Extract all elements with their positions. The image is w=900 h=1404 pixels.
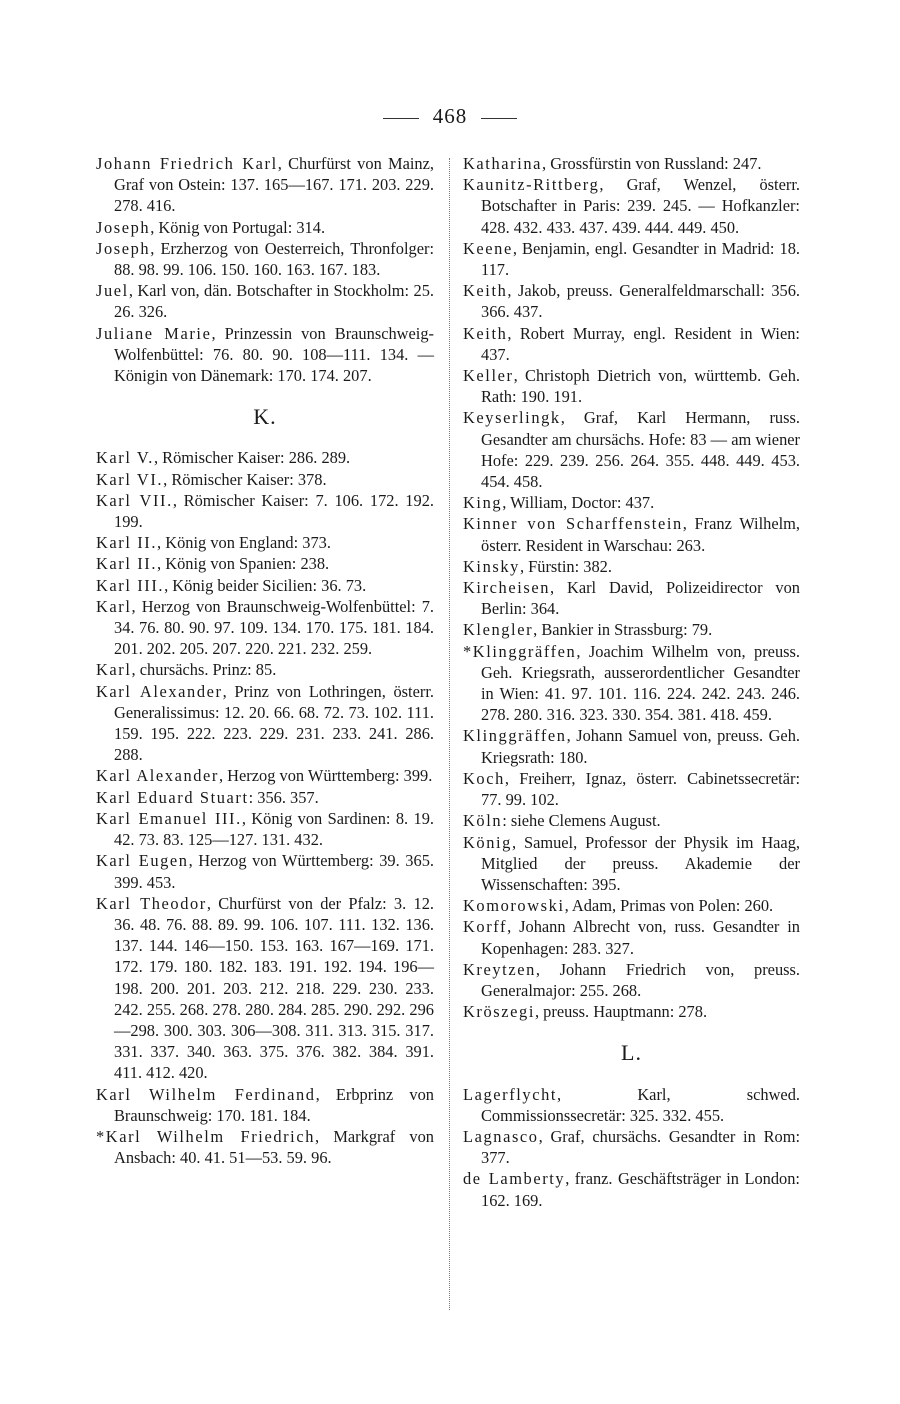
entry-text: , Prinz von Lothringen, österr. Generalissimus: 12. 20. 66. 68. 72. 73. 102. 111. 159. 195. 222. 223. 229. 231. 233. 241. 286. 288.	[114, 681, 434, 765]
entry-name: King	[463, 493, 503, 513]
right-index-column	[463, 153, 800, 1211]
entry-text: , Johann Albrecht von, russ. Gesandter in Kopenhagen: 283. 327.	[481, 917, 800, 958]
index-entry	[463, 641, 800, 726]
index-entry	[463, 407, 800, 492]
index-entry	[463, 959, 800, 1001]
entry-name: Kaunitz-Rittberg	[463, 175, 600, 195]
entry-name: *Klinggräffen	[463, 641, 577, 661]
entry-text: , Römischer Kaiser: 378.	[163, 469, 327, 489]
index-entry	[463, 1126, 800, 1168]
page-number: 468	[432, 104, 468, 128]
entry-text: , König von England: 373.	[157, 533, 331, 553]
entry-text: , Karl, schwed. Commissionssecretär: 325. 332. 455.	[481, 1084, 800, 1125]
index-entry	[463, 895, 800, 916]
entry-name: Keyserlingk	[463, 408, 561, 428]
entry-text: , Bankier in Strassburg: 79.	[533, 620, 713, 640]
entry-text: , Benjamin, engl. Gesandter in Madrid: 18. 117.	[481, 238, 800, 280]
entry-text: , König von Portugal: 314.	[150, 217, 326, 237]
entry-text: , Karl David, Polizeidirector von Berlin: 364.	[481, 578, 800, 619]
index-entry	[96, 238, 434, 280]
entry-name: Karl Alexander	[96, 681, 223, 701]
index-entry	[96, 323, 434, 387]
entry-name: Köln	[463, 811, 503, 831]
index-entry	[96, 217, 434, 238]
index-entry	[96, 808, 434, 850]
entry-name: Komorowski	[463, 896, 565, 916]
entry-text: , William, Doctor: 437.	[502, 493, 655, 513]
entry-name: Karl II.	[96, 533, 158, 553]
entry-text: : siehe Clemens August.	[502, 811, 661, 831]
index-entry	[96, 1084, 434, 1126]
index-entry	[96, 553, 434, 574]
index-entry	[463, 1084, 800, 1126]
entry-name: Karl V.	[96, 448, 154, 468]
entry-text: , König von Sardinen: 8. 19. 42. 73. 83. 125—127. 131. 432.	[114, 808, 435, 850]
entry-text: , Churfürst von Mainz, Graf von Ostein: 137. 165—167. 171. 203. 229. 278. 416.	[114, 154, 434, 216]
entry-text: , Herzog von Württemberg: 399.	[218, 766, 433, 786]
index-entry	[463, 768, 800, 810]
entry-name: Kircheisen	[463, 578, 550, 598]
entry-name: Joseph	[96, 217, 151, 237]
entry-text: , Johann Samuel von, preuss. Geh. Kriegsrath: 180.	[481, 726, 800, 767]
entry-name: Juel	[96, 281, 129, 301]
entry-name: Keith	[463, 281, 508, 301]
index-entry	[96, 447, 434, 468]
entry-name: *Karl Wilhelm Friedrich	[96, 1126, 316, 1146]
entry-name: Juliane Marie	[96, 323, 212, 343]
entry-text: , Markgraf von Ansbach: 40. 41. 51—53. 59. 96.	[114, 1126, 434, 1168]
entry-name: Koch	[463, 768, 505, 788]
entry-name: Karl	[96, 596, 132, 616]
entry-text: , franz. Geschäftsträger in London: 162. 169.	[481, 1169, 800, 1210]
section-letter: K.	[253, 404, 277, 430]
index-entry	[463, 916, 800, 958]
index-entry	[463, 174, 800, 238]
entry-text: , Erbprinz von Braunschweig: 170. 181. 184.	[114, 1084, 434, 1125]
entry-name: Keller	[463, 366, 514, 386]
index-entry	[463, 619, 800, 640]
entry-text: , Graf, Karl Hermann, russ. Gesandter am chursächs. Hofe: 83 — am wiener Hofe: 229. 239. 256. 264. 355. 448. 449. 453. 454. 458.	[481, 408, 800, 492]
entry-text: , König beider Sicilien: 36. 73.	[164, 575, 367, 595]
entry-text: , preuss. Hauptmann: 278.	[534, 1002, 708, 1022]
column-divider	[449, 158, 450, 1310]
entry-text: , Joachim Wilhelm von, preuss. Geh. Kriegsrath, ausserordentlicher Gesandter in Wien: 41. 97. 101. 116. 224. 242. 243. 246. 278. 280. 316. 323. 330. 354. 381. 418. 459.	[481, 641, 800, 725]
entry-name: de Lamberty	[463, 1169, 566, 1189]
entry-name: Karl Wilhelm Ferdinand	[96, 1084, 316, 1104]
entry-text: , Adam, Primas von Polen: 260.	[564, 896, 774, 916]
index-entry	[96, 659, 434, 680]
section-letter: L.	[621, 1040, 642, 1066]
entry-name: Karl	[96, 660, 132, 680]
entry-name: Kreytzen	[463, 959, 536, 979]
left-index-column	[96, 153, 434, 1168]
entry-name: Keene	[463, 238, 513, 258]
entry-name: Karl VI.	[96, 469, 164, 489]
entry-text: , Jakob, preuss. Generalfeldmarschall: 356. 366. 437.	[481, 281, 800, 322]
entry-text: , chursächs. Prinz: 85.	[131, 660, 277, 680]
index-entry	[96, 681, 434, 766]
index-entry	[463, 280, 800, 322]
index-entry	[463, 513, 800, 555]
index-entry	[96, 280, 434, 322]
entry-text: , Freiherr, Ignaz, österr. Cabinetssecretär: 77. 99. 102.	[481, 768, 800, 810]
index-entry	[96, 575, 434, 596]
entry-name: König	[463, 832, 512, 852]
entry-name: Kinner von Scharffenstein	[463, 514, 683, 534]
entry-name: Karl Emanuel III.	[96, 808, 242, 828]
entry-name: Lagnasco	[463, 1126, 539, 1146]
entry-text: , Churfürst von der Pfalz: 3. 12. 36. 48. 76. 88. 89. 99. 106. 107. 111. 132. 136. 137. 144. 146—150. 153. 163. 167—169. 171. 172. 179. 180. 182. 183. 191. 192. 194. 196—198. 200. 201. 203. 212. 218. 229. 230. 233. 242. 255. 268. 278. 280. 284. 285. 290. 292. 296—298. 300. 303. 306—308. 311. 313. 315. 317. 331. 337. 340. 363. 375. 376. 382. 384. 391. 411. 412. 420.	[114, 893, 434, 1083]
index-entry	[463, 1168, 800, 1210]
index-entry	[463, 365, 800, 407]
entry-text: : 356. 357.	[248, 787, 319, 807]
entry-text: , Herzog von Württemberg: 39. 365. 399. 453.	[114, 851, 434, 892]
index-entry	[96, 153, 434, 217]
index-entry	[463, 153, 800, 174]
entry-text: , Johann Friedrich von, preuss. Generalmajor: 255. 268.	[481, 959, 800, 1000]
entry-name: Kröszegi	[463, 1002, 535, 1022]
index-entry	[463, 1001, 800, 1022]
index-entry	[96, 1126, 434, 1168]
entry-name: Joseph	[96, 238, 151, 258]
entry-text: , Graf, Wenzel, österr. Botschafter in Paris: 239. 245. — Hofkanzler: 428. 432. 433. 437. 439. 444. 449. 450.	[481, 175, 800, 237]
index-entry	[463, 810, 800, 831]
header-rule-left	[383, 118, 419, 119]
entry-text: , Graf, chursächs. Gesandter in Rom: 377.	[481, 1126, 800, 1168]
index-entry	[96, 490, 434, 532]
index-entry	[96, 765, 434, 786]
index-entry	[463, 238, 800, 280]
entry-text: , Herzog von Braunschweig-Wolfenbüttel: 7. 34. 76. 80. 90. 97. 109. 134. 170. 175. 181. 184. 201. 202. 205. 207. 220. 221. 232. 259.	[114, 596, 434, 659]
entry-name: Karl Eugen	[96, 851, 189, 871]
entry-name: Klinggräffen	[463, 726, 567, 746]
entry-text: , Robert Murray, engl. Resident in Wien: 437.	[481, 323, 800, 364]
entry-text: , Karl von, dän. Botschafter in Stockholm: 25. 26. 326.	[114, 281, 434, 322]
index-entry	[463, 492, 800, 513]
index-entry	[463, 832, 800, 896]
index-entry	[96, 532, 434, 553]
entry-text: , Römischer Kaiser: 7. 106. 172. 192. 199.	[114, 490, 434, 532]
header-rule-right	[481, 118, 517, 119]
index-entry	[463, 556, 800, 577]
entry-name: Kinsky	[463, 556, 520, 576]
entry-name: Karl Eduard Stuart	[96, 787, 249, 807]
entry-text: , König von Spanien: 238.	[157, 554, 330, 574]
index-entry	[463, 577, 800, 619]
entry-text: , Samuel, Professor der Physik im Haag, Mitglied der preuss. Akademie der Wissenschaften: 395.	[481, 832, 800, 894]
entry-name: Klengler	[463, 620, 534, 640]
entry-name: Lagerflycht	[463, 1084, 558, 1104]
entry-text: , Römischer Kaiser: 286. 289.	[153, 448, 351, 468]
page-header	[0, 104, 900, 129]
entry-text: , Christoph Dietrich von, württemb. Geh. Rath: 190. 191.	[481, 366, 800, 407]
entry-name: Karl Alexander	[96, 766, 219, 786]
index-entry	[96, 893, 434, 1084]
entry-text: , Franz Wilhelm, österr. Resident in Warschau: 263.	[481, 514, 800, 555]
entry-text: , Grossfürstin von Russland: 247.	[542, 154, 762, 173]
entry-text: , Erzherzog von Oesterreich, Thronfolger: 88. 98. 99. 106. 150. 160. 163. 167. 183.	[114, 238, 434, 280]
entry-name: Karl VII.	[96, 490, 173, 510]
index-entry	[96, 787, 434, 808]
entry-name: Karl II.	[96, 554, 158, 574]
entry-text: , Prinzessin von Braunschweig-Wolfenbüttel: 76. 80. 90. 108—111. 134. — Königin von Dänemark: 170. 174. 207.	[114, 323, 434, 386]
entry-name: Katharina	[463, 154, 543, 173]
entry-text: , Fürstin: 382.	[519, 556, 612, 576]
index-entry	[96, 596, 434, 660]
entry-name: Karl Theodor	[96, 893, 207, 913]
index-entry	[96, 469, 434, 490]
entry-name: Karl III.	[96, 575, 165, 595]
index-entry	[463, 323, 800, 365]
index-entry	[463, 725, 800, 767]
entry-name: Korff	[463, 917, 508, 937]
entry-name: Keith	[463, 323, 508, 343]
entry-name: Johann Friedrich Karl	[96, 154, 278, 173]
index-entry	[96, 850, 434, 892]
